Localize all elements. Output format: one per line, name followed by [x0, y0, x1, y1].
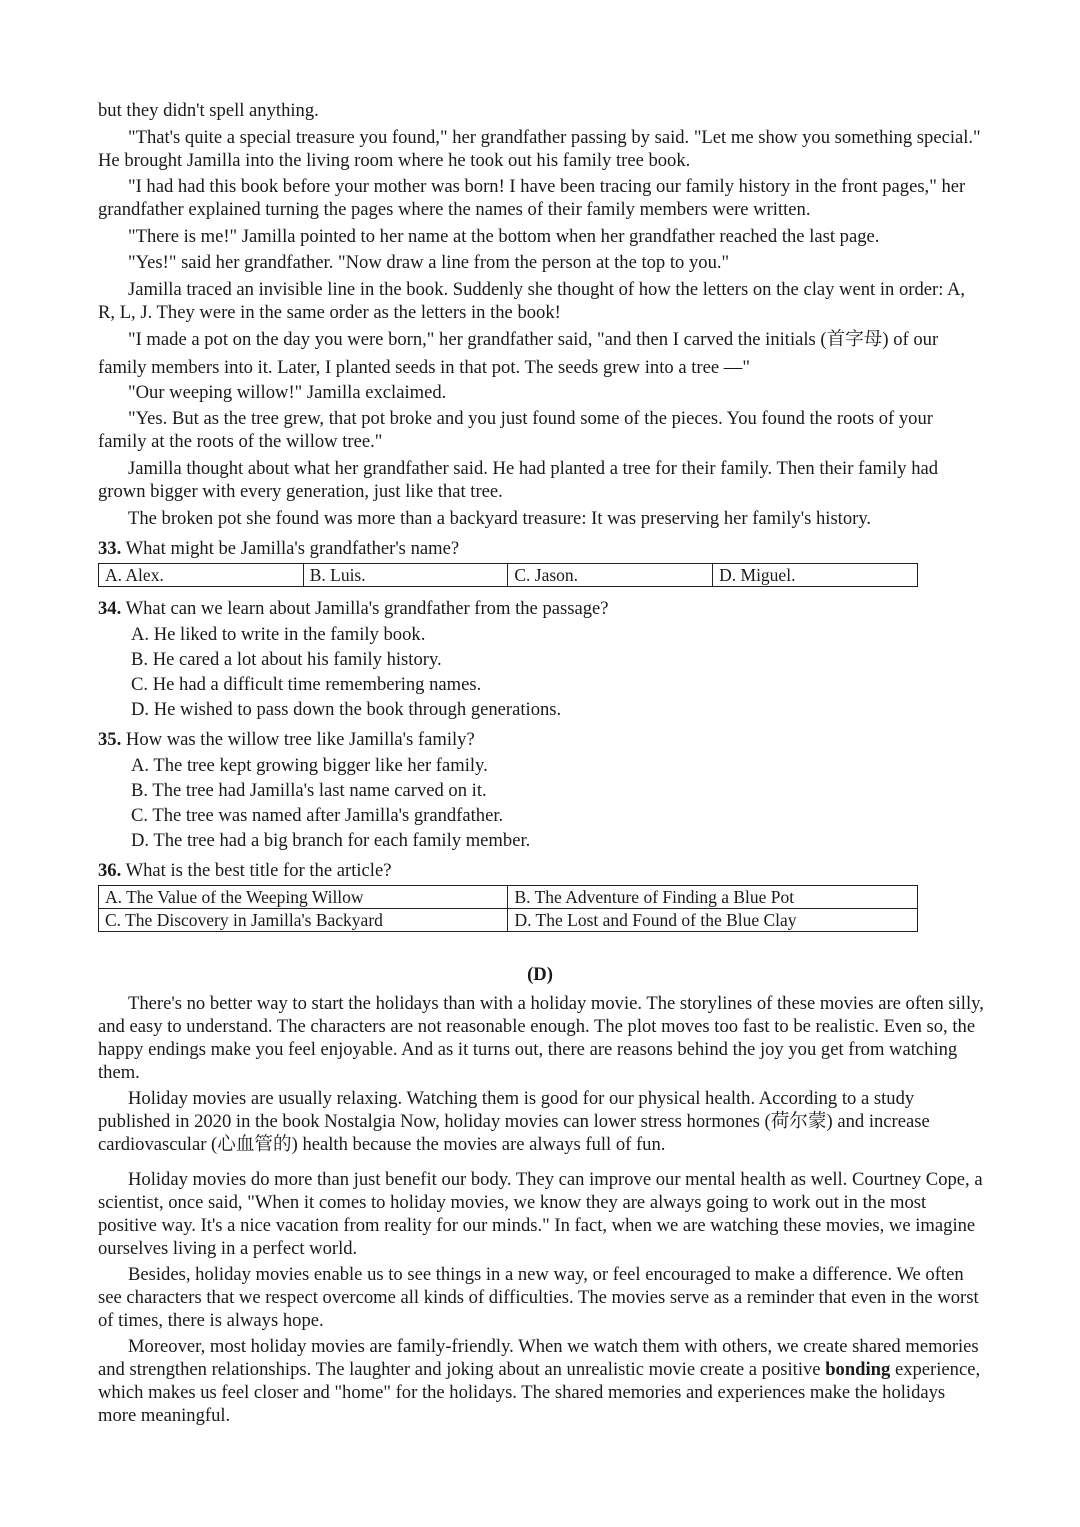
paragraph-text: Moreover, most holiday movies are family-friendly. When we watch them with others, we create shared memories and strengthen relationships. The laughter and joking about an unrealistic movie create a positive [98, 1336, 979, 1380]
option-d[interactable]: D. He wished to pass down the book through generations. [131, 699, 562, 720]
paragraph: "Yes. But as the tree grew, that pot broke and you just found some of the pieces. You found the roots of your family at the roots of the willow tree." [98, 408, 933, 452]
options-table-33 [98, 563, 918, 587]
paragraph: but they didn't spell anything. [98, 100, 319, 121]
bold-keyword: bonding [825, 1359, 891, 1380]
question-number: 33. [98, 538, 122, 559]
paragraph: "I made a pot on the day you were born," her grandfather said, "and then I carved the initials (首字母) of our family members into it. Later, I planted seeds in that pot. The seeds grew into a tree —" [98, 329, 939, 378]
paragraph: Holiday movies are usually relaxing. Watching them is good for our physical health. According to a study published in 2020 in the book Nostalgia Now, holiday movies can lower stress hormones (荷尔蒙) and increase cardiovascular (心血管的) health because the movies are always full of fun. [98, 1088, 930, 1155]
paragraph: "Our weeping willow!" Jamilla exclaimed. [128, 382, 447, 403]
paragraph: Besides, holiday movies enable us to see things in a new way, or feel encouraged to make a difference. We often see characters that we respect overcome all kinds of difficulties. The movies serve as a reminder that even in the worst of times, there is always hope. [98, 1264, 979, 1331]
option-a[interactable]: A. Alex. [99, 564, 304, 587]
question-text: What might be Jamilla's grandfather's name? [125, 538, 460, 559]
question-text: What is the best title for the article? [125, 860, 392, 881]
paragraph: "Yes!" said her grandfather. "Now draw a line from the person at the top to you." [128, 252, 730, 273]
question-35 [98, 728, 984, 751]
option-a[interactable]: A. The tree kept growing bigger like her family. [131, 755, 488, 776]
options-table-36 [98, 885, 918, 932]
question-number: 35. [98, 729, 122, 750]
question-number: 36. [98, 860, 122, 881]
question-number: 34. [98, 598, 122, 619]
option-c[interactable]: C. He had a difficult time remembering names. [131, 674, 482, 695]
option-c[interactable]: C. Jason. [508, 564, 713, 587]
option-c[interactable]: C. The tree was named after Jamilla's grandfather. [131, 805, 504, 826]
option-d[interactable]: D. Miguel. [713, 564, 918, 587]
paragraph: "That's quite a special treasure you found," her grandfather passing by said. "Let me show you something special." He brought Jamilla into the living room where he took out his family tree book. [98, 127, 981, 171]
option-b[interactable]: B. Luis. [303, 564, 508, 587]
question-text: What can we learn about Jamilla's grandfather from the passage? [125, 598, 609, 619]
question-text: How was the willow tree like Jamilla's family? [125, 729, 475, 750]
paragraph [98, 1335, 984, 1427]
paragraph: There's no better way to start the holidays than with a holiday movie. The storylines of these movies are often silly, and easy to understand. The characters are not reasonable enough. The plot moves too fast to be realistic. Even so, the happy endings make you feel enjoyable. And as it turns out, there are reasons behind the joy you get from watching them. [98, 993, 984, 1083]
option-a[interactable]: A. He liked to write in the family book. [131, 624, 426, 645]
paragraph: Jamilla traced an invisible line in the book. Suddenly she thought of how the letters on the clay went in order: A, R, L, J. They were in the same order as the letters in the book! [98, 279, 966, 323]
question-34 [98, 597, 984, 620]
paragraph: The broken pot she found was more than a backyard treasure: It was preserving her family's history. [128, 508, 872, 529]
option-d[interactable]: D. The Lost and Found of the Blue Clay [508, 909, 918, 932]
option-b[interactable]: B. He cared a lot about his family history. [131, 649, 442, 670]
option-b[interactable]: B. The Adventure of Finding a Blue Pot [508, 886, 918, 909]
option-b[interactable]: B. The tree had Jamilla's last name carved on it. [131, 780, 487, 801]
option-c[interactable]: C. The Discovery in Jamilla's Backyard [99, 909, 508, 932]
option-d[interactable]: D. The tree had a big branch for each family member. [131, 830, 531, 851]
option-a[interactable]: A. The Value of the Weeping Willow [99, 886, 508, 909]
section-title: (D) [527, 964, 553, 985]
question-36 [98, 859, 984, 882]
paragraph-text: experience, which makes us feel closer and "home" for the holidays. The shared memories and experiences make the holidays more meaningful. [98, 1359, 981, 1426]
paragraph: Jamilla thought about what her grandfather said. He had planted a tree for their family. Then their family had grown bigger with every generation, just like that tree. [98, 458, 939, 502]
paragraph: Holiday movies do more than just benefit our body. They can improve our mental health as well. Courtney Cope, a scientist, once said, "When it comes to holiday movies, we know they are always going to work out in the most positive way. It's a nice vacation from reality for our minds." In fact, when we are watching these movies, we imagine ourselves living in a perfect world. [98, 1169, 983, 1259]
paragraph: "There is me!" Jamilla pointed to her name at the bottom when her grandfather reached the last page. [128, 226, 880, 247]
question-33 [98, 537, 984, 560]
paragraph: "I had had this book before your mother was born! I have been tracing our family history in the front pages," her grandfather explained turning the pages where the names of their family members were written. [98, 176, 966, 220]
